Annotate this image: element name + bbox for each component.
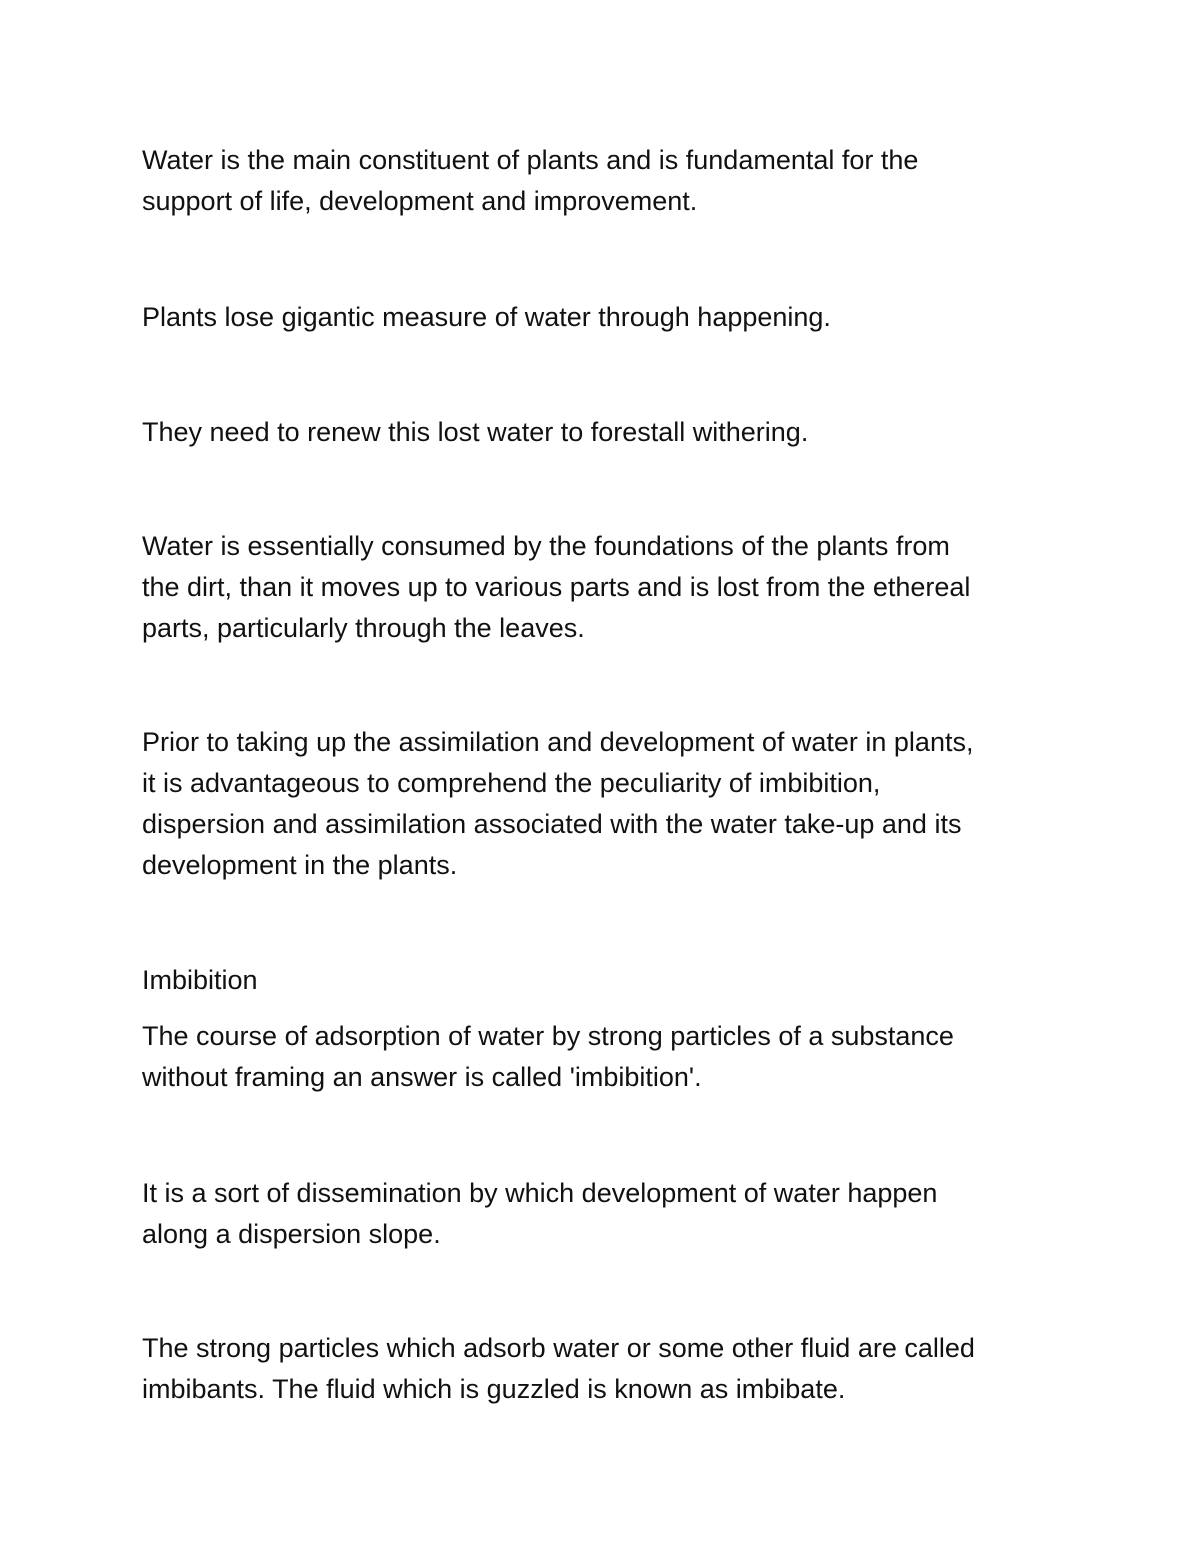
paragraph-water-consumed: [142, 526, 1062, 649]
text-line: parts, particularly through the leaves.: [142, 613, 585, 643]
text-line: without framing an answer is called 'imbibition'.: [142, 1062, 702, 1092]
text-line: Water is the main constituent of plants and is fundamental for the: [142, 145, 919, 175]
text-line: it is advantageous to comprehend the peculiarity of imbibition,: [142, 768, 881, 798]
text-line: Prior to taking up the assimilation and development of water in plants,: [142, 727, 974, 757]
text-line: Water is essentially consumed by the foundations of the plants from: [142, 531, 950, 561]
paragraph-imbibants: [142, 1328, 1062, 1410]
text-line: imbibants. The fluid which is guzzled is known as imbibate.: [142, 1374, 846, 1404]
text-line: It is a sort of dissemination by which development of water happen: [142, 1178, 938, 1208]
paragraph-renew-water: [142, 412, 1062, 453]
section-heading: Imbibition: [142, 965, 258, 995]
paragraph-water-constituent: [142, 140, 1062, 222]
paragraph-plants-lose-water: [142, 297, 1062, 338]
heading-imbibition: [142, 960, 1062, 1001]
text-line: Plants lose gigantic measure of water through happening.: [142, 302, 831, 332]
text-line: along a dispersion slope.: [142, 1219, 441, 1249]
text-line: dispersion and assimilation associated with the water take-up and its: [142, 809, 962, 839]
paragraph-dissemination: [142, 1173, 1062, 1255]
text-line: support of life, development and improvement.: [142, 186, 698, 216]
text-line: the dirt, than it moves up to various parts and is lost from the ethereal: [142, 572, 971, 602]
text-line: They need to renew this lost water to forestall withering.: [142, 417, 809, 447]
text-line: The course of adsorption of water by strong particles of a substance: [142, 1021, 954, 1051]
text-line: development in the plants.: [142, 850, 458, 880]
paragraph-imbibition-definition: [142, 1016, 1062, 1098]
paragraph-prior-to-assimilation: [142, 722, 1062, 886]
text-line: The strong particles which adsorb water or some other fluid are called: [142, 1333, 975, 1363]
